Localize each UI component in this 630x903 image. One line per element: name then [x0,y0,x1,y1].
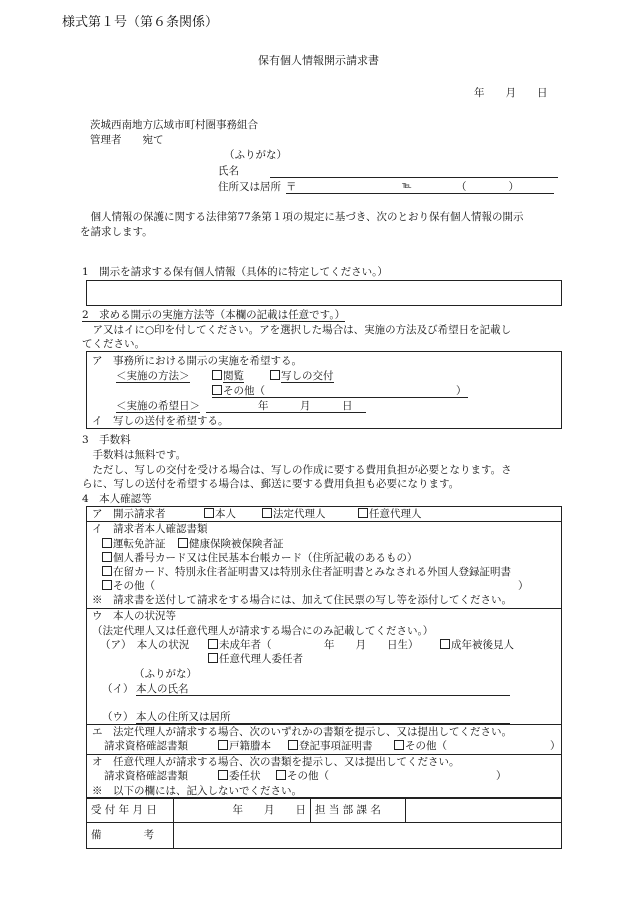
id-docs-title: イ 請求者本人確認書類 [92,523,208,535]
office-use-note: ※ 以下の欄には、記入しないでください。 [92,785,302,797]
dept-label: 担 当 部 課 名 [311,799,406,823]
requester-label: ア 開示請求者 [92,508,166,520]
method-other[interactable]: その他（ [212,384,265,398]
id-doc-other[interactable]: その他（ [102,579,155,593]
checkbox-icon[interactable] [440,639,450,649]
requester-self[interactable]: 本人 [204,507,236,521]
checkbox-icon[interactable] [208,653,218,663]
legal-agent-docs-title: エ 法定代理人が請求する場合、次のいずれかの書類を提示し、又は提出してください。 [92,726,512,738]
status-minor-birthdate[interactable]: 年 月 日生） [324,639,419,651]
tel-mark: ℡ [402,181,412,191]
section-1-title: 1 開示を請求する保有個人情報（具体的に特定してください。） [82,266,388,278]
method-other-field[interactable] [212,397,468,398]
office-use-table [86,798,562,849]
principal-status-title: ウ 本人の状況等 [92,610,176,622]
checkbox-icon[interactable] [218,770,228,780]
section-1-field[interactable] [86,280,562,306]
furigana-label: （ふりがな） [224,149,287,161]
checkbox-icon[interactable] [270,370,280,380]
addressee-org: 茨城西南地方広域市町村圏事務組合 [90,119,258,131]
voluntary-agent-docs-label: 請求資格確認書類 [104,770,188,782]
intro-line-1: 個人情報の保護に関する法律第77条第１項の規定に基づき、次のとおり保有個人情報の開示 [80,211,524,223]
checkbox-icon[interactable] [178,538,188,548]
checkbox-icon[interactable] [394,740,404,750]
legal-agent-docs-label: 請求資格確認書類 [104,740,188,752]
status-minor[interactable]: 未成年者（ [208,638,272,652]
id-doc-other-close: ） [518,580,529,592]
requester-voluntary-agent[interactable]: 任意代理人 [358,507,422,521]
method-label: ＜実施の方法＞ [116,370,190,382]
section-3-title: 3 手数料 [82,434,131,446]
intro-line-2: を請求します。 [80,226,153,238]
remarks-label: 備 考 [87,823,174,849]
dept-value[interactable] [406,799,562,823]
principal-name-label-prefix: （イ） [102,683,134,695]
voluntary-agent-docs-title: オ 任意代理人が請求する場合、次の書類を提示し、又は提出してください。 [92,756,460,768]
receipt-date-label: 受 付 年 月 日 [87,799,174,823]
section-2-note-1: ア又はイに○印を付してください。アを選択した場合は、実施の方法及び希望日を記載し [82,324,512,336]
method-copy[interactable]: 写しの交付 [270,369,334,383]
address-label: 住所又は居所 [218,181,281,193]
principal-name-field[interactable] [136,695,510,696]
section-2-note-2: てください。 [82,338,145,350]
checkbox-icon[interactable] [276,770,286,780]
id-doc-mynumber[interactable]: 個人番号カード又は住民基本台帳カード（住所記載のあるもの） [102,551,418,565]
postal-mark: 〒 [286,181,297,193]
id-doc-license[interactable]: 運転免許証 [102,537,166,551]
date-wish-underline [206,412,366,413]
method-view[interactable]: 閲覧 [212,369,244,383]
checkbox-icon[interactable] [208,639,218,649]
checkbox-icon[interactable] [204,508,214,518]
option-i-mail[interactable]: イ 写しの送付を希望する。 [92,415,229,427]
legal-doc-koseki[interactable]: 戸籍謄本 [218,739,271,753]
page-title: 保有個人情報開示請求書 [258,54,379,67]
principal-furigana: （ふりがな） [134,668,197,680]
receipt-date-value[interactable]: 年 月 日 [174,799,311,823]
checkbox-icon[interactable] [358,508,368,518]
status-adult-ward[interactable]: 成年被後見人 [440,638,514,652]
checkbox-icon[interactable] [288,740,298,750]
tel-parens: （ ） [456,181,519,193]
checkbox-icon[interactable] [102,538,112,548]
id-doc-insurance[interactable]: 健康保険被保険者証 [178,537,284,551]
address-field[interactable] [286,193,554,194]
principal-address-label: 本人の住所又は居所 [136,711,231,723]
legal-doc-registry[interactable]: 登記事項証明書 [288,739,373,753]
principal-address-label-prefix: （ウ） [102,711,134,723]
principal-name-label: 本人の氏名 [136,683,189,695]
voluntary-doc-other-close: ） [496,770,507,782]
option-a-office[interactable]: ア 事務所における開示の実施を希望する。 [92,355,302,367]
form-number: 様式第１号（第６条関係） [62,15,219,30]
checkbox-icon[interactable] [218,740,228,750]
principal-status-note: （法定代理人又は任意代理人が請求する場合にのみ記載してください。） [92,625,434,637]
name-label: 氏名 [218,165,239,177]
principal-status-label: （ア） 本人の状況 [100,639,190,651]
checkbox-icon[interactable] [212,370,222,380]
name-field[interactable] [270,177,558,178]
date-line[interactable]: 年 月 日 [474,87,548,99]
addressee-title: 管理者 宛て [90,134,164,146]
fee-line-3: らに、写しの送付を希望する場合は、郵送に要する費用負担も必要になります。 [82,478,460,490]
date-wish-label: ＜実施の希望日＞ [116,400,200,412]
checkbox-icon[interactable] [102,552,112,562]
checkbox-icon[interactable] [262,508,272,518]
requester-legal-agent[interactable]: 法定代理人 [262,507,326,521]
checkbox-icon[interactable] [212,385,222,395]
voluntary-doc-proxy[interactable]: 委任状 [218,769,261,783]
date-wish-fields[interactable]: 年 月 日 [258,400,353,412]
remarks-value[interactable] [174,823,562,849]
fee-line-1: 手数料は無料です。 [82,449,187,461]
section-4-title: 4 本人確認等 [82,493,152,505]
legal-doc-other-close: ） [550,740,561,752]
section-2-title: 2 求める開示の実施方法等（本欄の記載は任意です。） [82,309,346,321]
checkbox-icon[interactable] [102,566,112,576]
checkbox-icon[interactable] [102,580,112,590]
method-other-close: ） [456,385,467,397]
fee-line-2: ただし、写しの交付を受ける場合は、写しの作成に要する費用負担が必要となります。さ [82,464,512,476]
voluntary-doc-other[interactable]: その他（ [276,769,329,783]
legal-doc-other[interactable]: その他（ [394,739,447,753]
id-doc-residence-card[interactable]: 在留カード、特別永住者証明書又は特別永住者証明書とみなされる外国人登録証明書 [102,565,511,579]
status-principal-of-agent[interactable]: 任意代理人委任者 [208,652,303,666]
id-docs-note: ※ 請求書を送付して請求をする場合には、加えて住民票の写し等を添付してください。 [92,594,512,606]
